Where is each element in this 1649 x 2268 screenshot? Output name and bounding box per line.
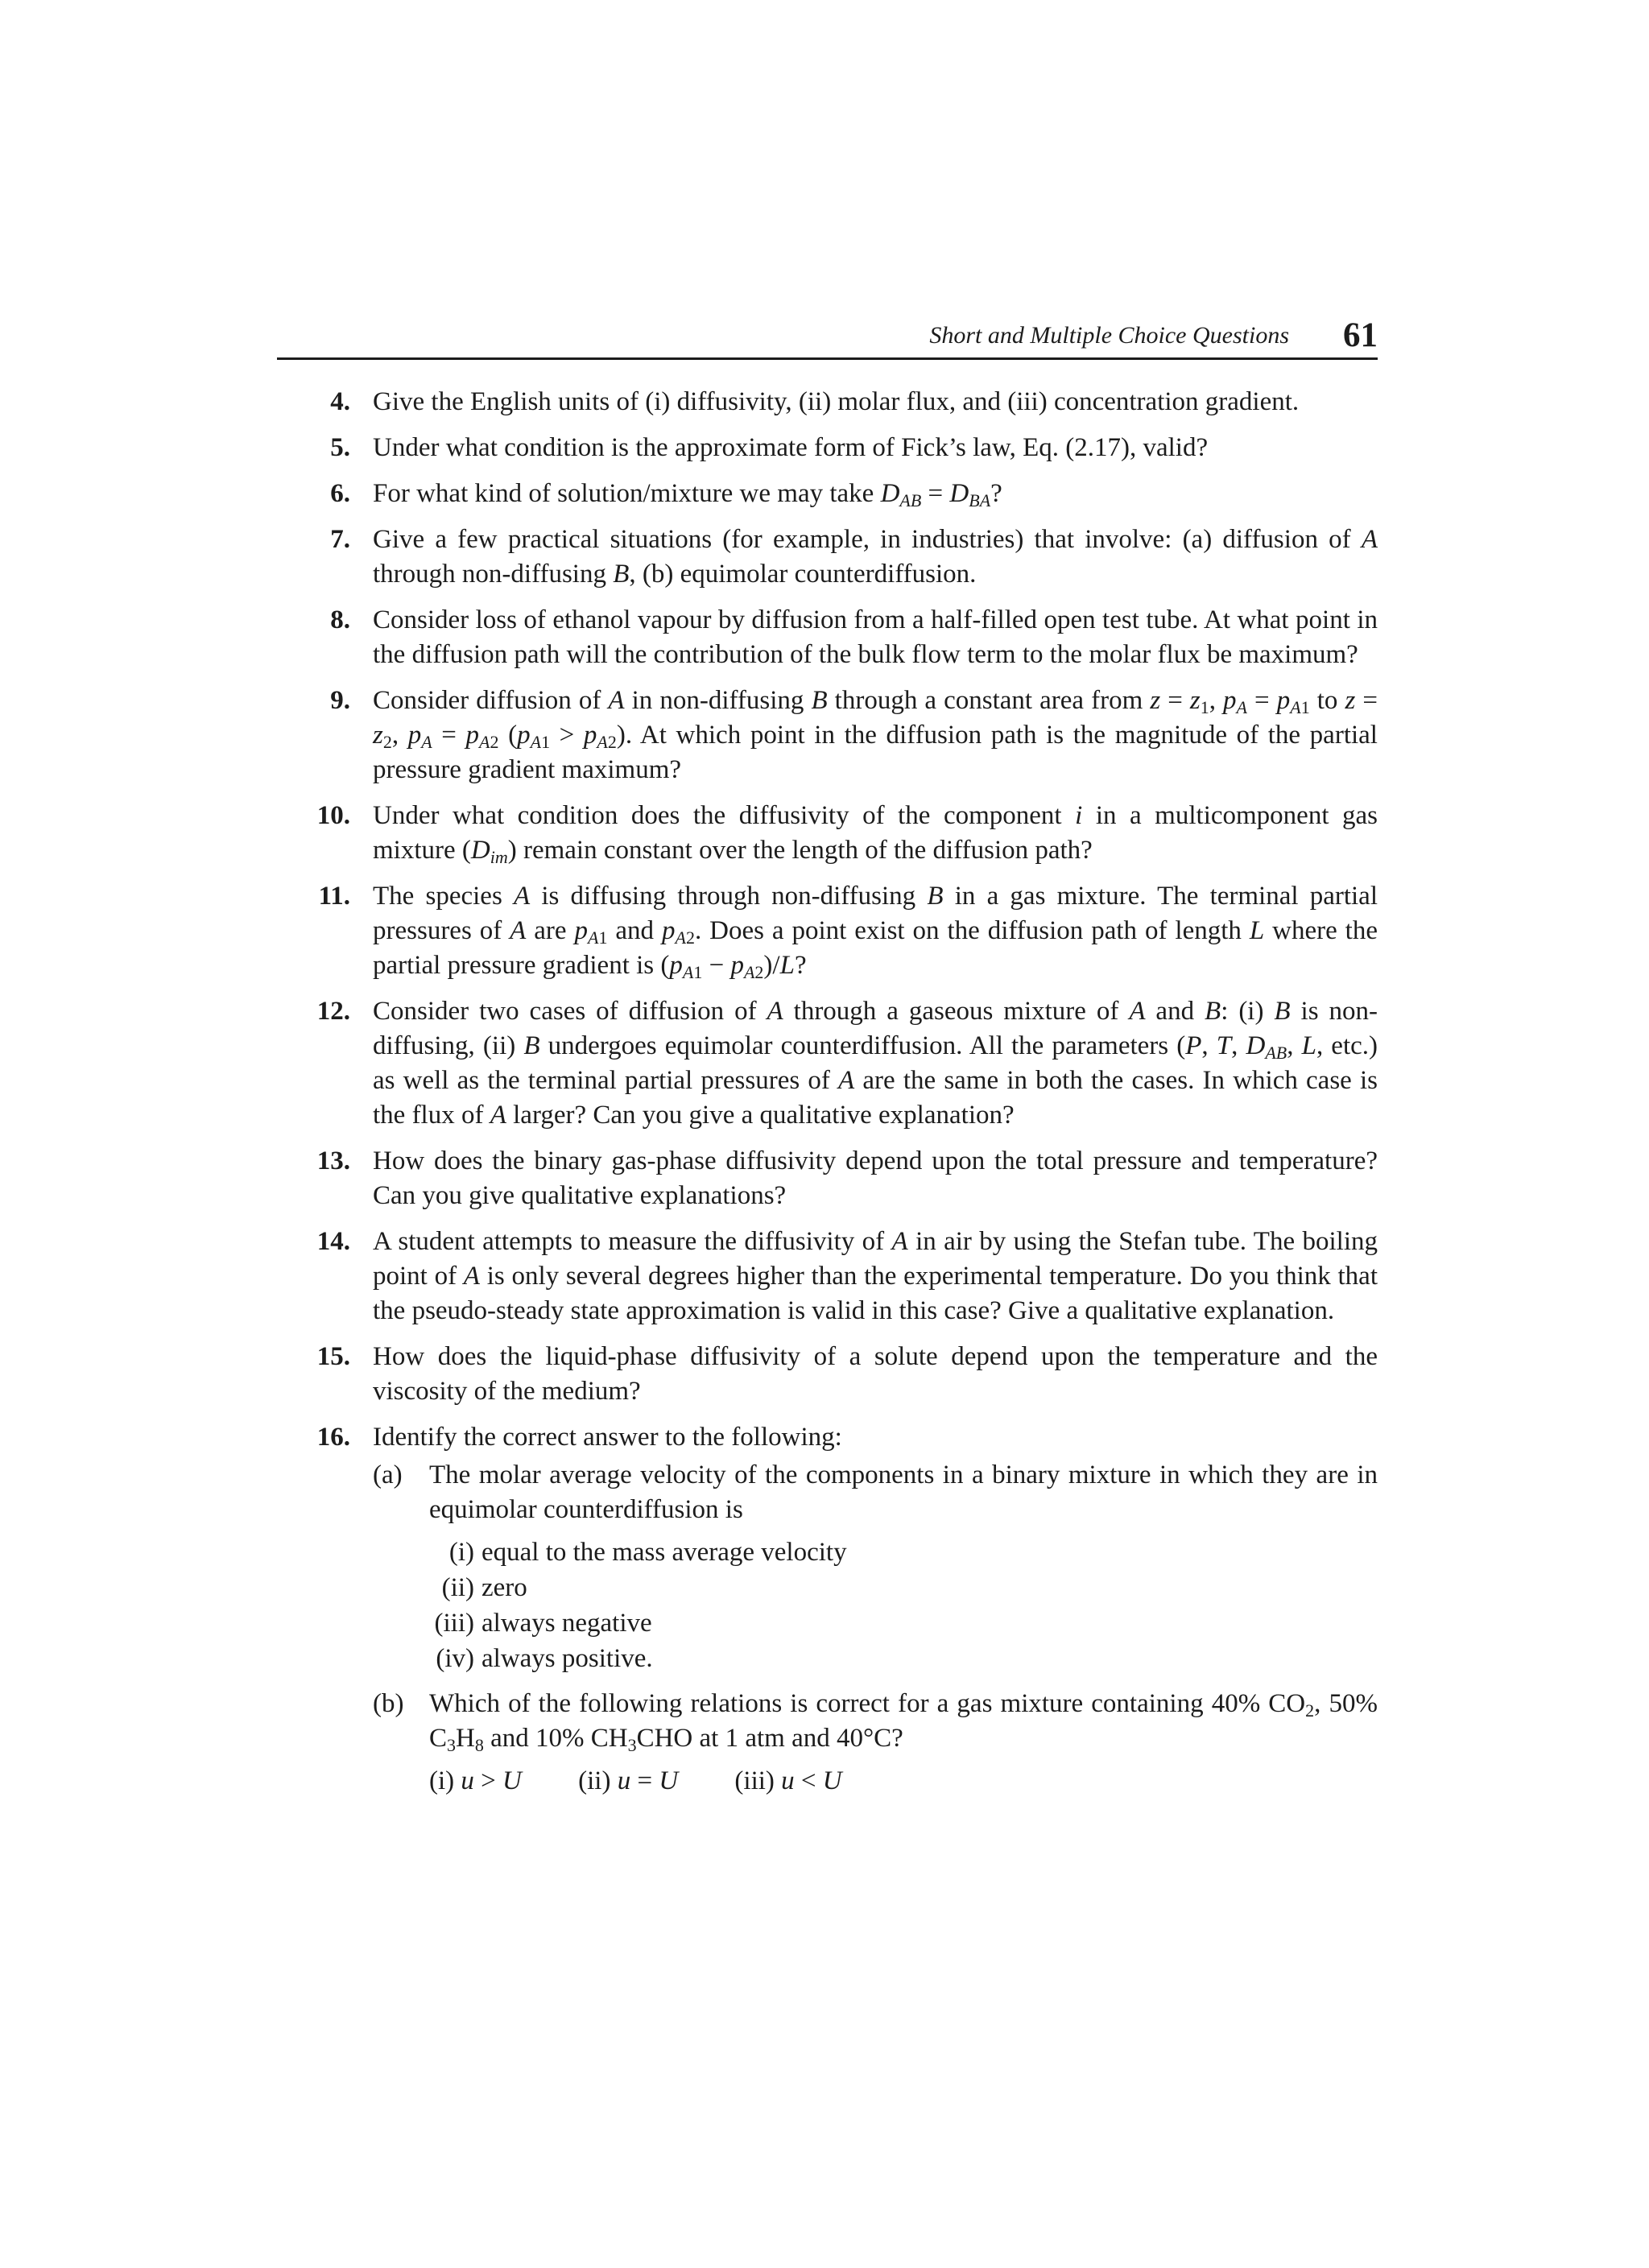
option-label: (iii)	[434, 1609, 474, 1638]
subquestion-text: The molar average velocity of the components in a binary mixture in which they are in equimolar counterdiffusion is	[429, 1460, 1378, 1524]
question-text: Under what condition does the diffusivity of the component i in a multicomponent gas mixture $(D_{im})$ remain constant over the length of the diffusion path?	[373, 801, 1378, 867]
question-text: Under what condition is the approximate form of Fick’s law, Eq. (2.17), valid?	[373, 433, 1209, 462]
question-13	[306, 1144, 1378, 1213]
subquestion-a	[373, 1458, 1378, 1677]
option-list	[429, 1535, 1378, 1677]
option-item	[429, 1606, 1378, 1642]
page-number: 61	[1343, 316, 1378, 354]
question-9	[306, 684, 1378, 787]
question-number: 9.	[330, 686, 350, 715]
option-text: always negative	[481, 1609, 652, 1638]
question-14	[306, 1225, 1378, 1328]
question-number: 14.	[316, 1227, 350, 1256]
question-number: 7.	[330, 525, 350, 554]
option-text: always positive.	[481, 1644, 653, 1673]
question-10	[306, 799, 1378, 868]
question-16	[306, 1420, 1378, 1799]
question-text: Consider diffusion of A in non-diffusing B through a constant area from $z = z_1$, $p_A = p_{A1}$ to $z = z_2$, $p_A = p_{A2}$ $(p_{A1} > p_{A2})$. At which point in the diffusion path is the magnitude of the partial pressure gradient maximum?	[373, 686, 1378, 784]
option-label: (ii)	[441, 1573, 474, 1602]
option-item	[429, 1571, 1378, 1606]
header-rule	[277, 357, 1378, 360]
question-text: Give the English units of (i) diffusivity, (ii) molar flux, and (iii) concentration gradient.	[373, 387, 1300, 416]
question-number: 13.	[316, 1146, 350, 1175]
question-text: How does the binary gas-phase diffusivity depend upon the total pressure and temperature? Can you give qualitative explanations?	[373, 1146, 1378, 1210]
question-5	[306, 431, 1378, 465]
option-item	[429, 1642, 1378, 1677]
question-number: 8.	[330, 605, 350, 634]
question-text: Consider loss of ethanol vapour by diffusion from a half-filled open test tube. At what point in the diffusion path will the contribution of the bulk flow term to the molar flux be maximum?	[373, 605, 1378, 669]
option-label: (i)	[429, 1766, 455, 1795]
question-list	[306, 385, 1378, 1810]
question-number: 12.	[316, 997, 350, 1026]
option-row	[429, 1764, 1378, 1799]
question-number: 4.	[330, 387, 350, 416]
question-text: The species A is diffusing through non-diffusing B in a gas mixture. The terminal partial pressures of A are $p_{A1}$ and $p_{A2}$. Does a point exist on the diffusion path of length L where the partial pressure gradient is $(p_{A1} - p_{A2})/L$?	[373, 882, 1378, 982]
option-item: (ii) u = U	[578, 1766, 679, 1795]
subquestion-b	[373, 1687, 1378, 1799]
question-15	[306, 1340, 1378, 1409]
question-number: 15.	[316, 1342, 350, 1371]
subquestion-text: Which of the following relations is correct for a gas mixture containing 40% $CO_2$, 50% $C_3H_8$ and 10% $CH_3CHO$ at 1 atm and 40°C?	[429, 1689, 1378, 1755]
option-item: (iii) u < U	[734, 1766, 842, 1795]
question-text: Consider two cases of diffusion of A through a gaseous mixture of A and B: (i) B is non-diffusing, (ii) B undergoes equimolar counterdiffusion. All the parameters (P, T, $D_{AB}$, L, etc.) as well as the terminal partial pressures of A are the same in both the cases. In which case is the flux of A larger? Can you give a qualitative explanation?	[373, 997, 1378, 1130]
question-number: 5.	[330, 433, 350, 462]
question-text: How does the liquid-phase diffusivity of a solute depend upon the temperature and the viscosity of the medium?	[373, 1342, 1378, 1406]
question-number: 6.	[330, 479, 350, 508]
running-title: Short and Multiple Choice Questions	[929, 322, 1289, 349]
question-7	[306, 523, 1378, 592]
option-label: (i)	[448, 1538, 474, 1567]
question-number: 16.	[316, 1423, 350, 1452]
question-number: 11.	[318, 882, 350, 911]
question-text: Identify the correct answer to the following:	[373, 1423, 842, 1452]
question-11	[306, 879, 1378, 983]
question-number: 10.	[316, 801, 350, 830]
option-label: (ii)	[578, 1766, 611, 1795]
question-6	[306, 477, 1378, 511]
question-4	[306, 385, 1378, 419]
option-item	[429, 1535, 1378, 1571]
subquestion-label: (a)	[373, 1460, 403, 1489]
option-label: (iii)	[734, 1766, 775, 1795]
question-12	[306, 994, 1378, 1133]
question-text: A student attempts to measure the diffusivity of A in air by using the Stefan tube. The boiling point of A is only several degrees higher than the experimental temperature. Do you think that the pseudo-steady state approximation is valid in this case? Give a qualitative explanation.	[373, 1227, 1378, 1325]
question-text: Give a few practical situations (for example, in industries) that involve: (a) diffusion of A through non-diffusing B, (b) equimolar counterdiffusion.	[373, 525, 1378, 589]
running-header	[277, 316, 1378, 359]
option-label: (iv)	[436, 1644, 474, 1673]
option-text: zero	[481, 1573, 527, 1602]
option-text: equal to the mass average velocity	[481, 1538, 847, 1567]
option-item: (i) u > U	[429, 1766, 522, 1795]
question-8	[306, 603, 1378, 672]
question-text: For what kind of solution/mixture we may take $D_{AB} = D_{BA}$?	[373, 479, 1002, 510]
subquestion-label: (b)	[373, 1689, 404, 1718]
